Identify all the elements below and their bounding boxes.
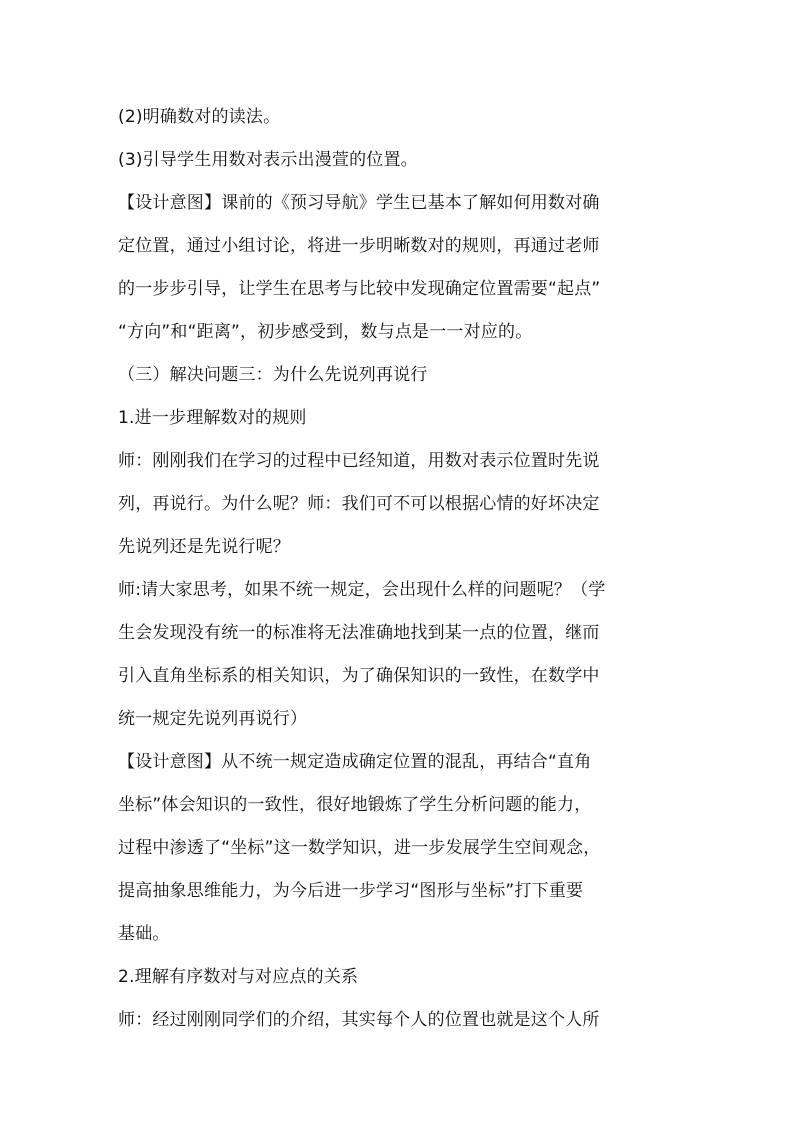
- text-line: 坐标”体会知识的一致性，很好地锻炼了学生分析问题的能力，: [118, 795, 592, 815]
- text-line: 统一规定先说列再说行）: [118, 709, 308, 729]
- text-line: 师：刚刚我们在学习的过程中已经知道，用数对表示位置时先说: [118, 451, 600, 471]
- text-line: 【设计意图】从不统一规定造成确定位置的混乱，再结合“直角: [118, 752, 592, 772]
- text-line: 【设计意图】课前的《预习导航》学生已基本了解如何用数对确: [118, 193, 600, 213]
- text-line: 师:请大家思考，如果不统一规定，会出现什么样的问题呢？（学: [118, 580, 606, 600]
- text-line: 生会发现没有统一的标准将无法准确地找到某一点的位置，继而: [118, 623, 600, 643]
- text-line: 的一步步引导，让学生在思考与比较中发现确定位置需要“起点”: [118, 279, 601, 299]
- text-line: 2.理解有序数对与对应点的关系: [118, 967, 359, 987]
- text-line: 定位置，通过小组讨论，将进一步明晰数对的规则，再通过老师: [118, 236, 600, 256]
- text-line: 列，再说行。为什么呢？师：我们可不可以根据心情的好坏决定: [118, 494, 600, 514]
- text-line: 过程中渗透了“坐标”这一数学知识，进一步发展学生空间观念，: [118, 838, 601, 858]
- text-line: 先说列还是先说行呢？: [118, 537, 290, 557]
- text-line: “方向”和“距离”，初步感受到，数与点是一一对应的。: [118, 322, 533, 342]
- text-line: 提高抽象思维能力，为今后进一步学习“图形与坐标”打下重要: [118, 881, 584, 901]
- text-line: 师：经过刚刚同学们的介绍，其实每个人的位置也就是这个人所: [118, 1010, 600, 1030]
- text-line: 引入直角坐标系的相关知识，为了确保知识的一致性，在数学中: [118, 666, 600, 686]
- text-line: 基础。: [118, 924, 170, 944]
- text-line: (2)明确数对的读法。: [118, 107, 281, 127]
- text-line: （三）解决问题三：为什么先说列再说行: [118, 365, 428, 385]
- text-line: 1.进一步理解数对的规则: [118, 408, 307, 428]
- text-line: (3)引导学生用数对表示出漫萱的位置。: [118, 150, 418, 170]
